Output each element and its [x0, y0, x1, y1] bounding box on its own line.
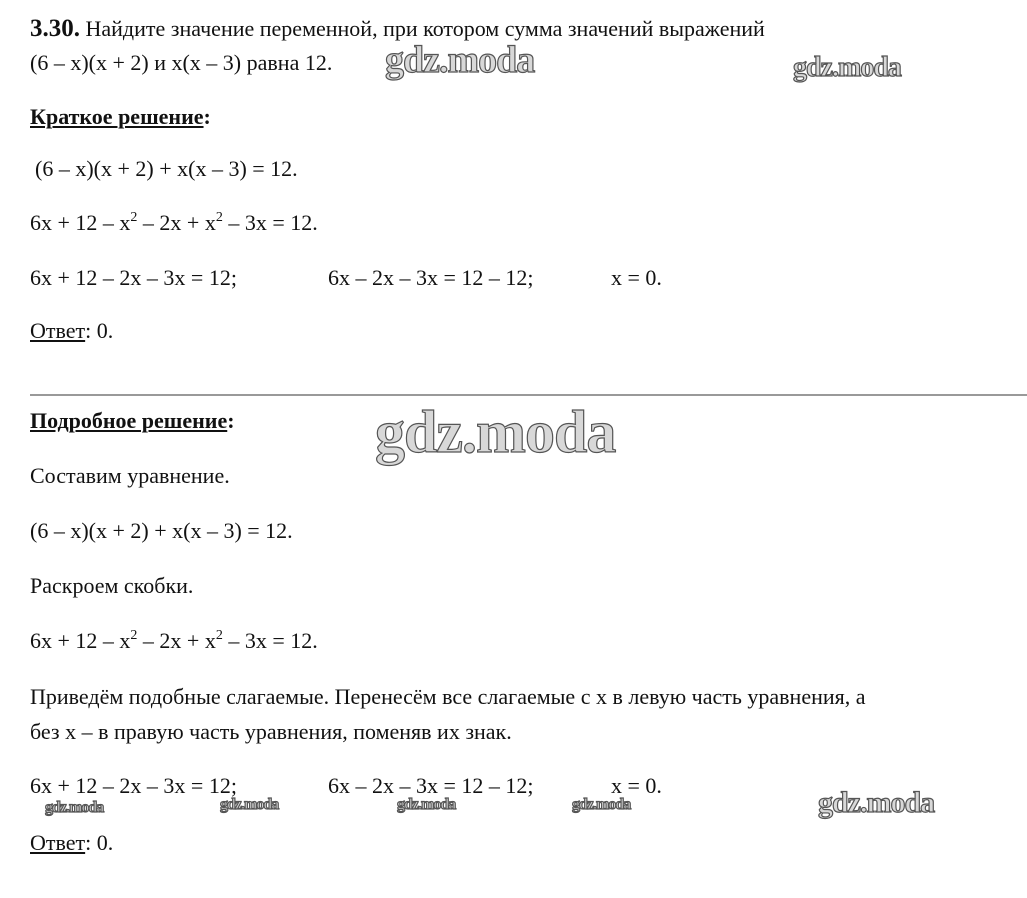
equation: (6 – x)(x + 2) + x(x – 3) = 12. [30, 518, 293, 543]
heading-colon: : [203, 104, 211, 129]
answer-value: : 0. [85, 318, 114, 343]
step-text: без x – в правую часть уравнения, поменяв их знак. [30, 719, 512, 744]
step-text: Составим уравнение. [30, 463, 230, 488]
eq-part: – 3x = 12. [222, 628, 318, 653]
step-text: Раскроем скобки. [30, 573, 194, 598]
section-divider [30, 394, 1027, 396]
watermark: gdz.moda [220, 796, 279, 813]
exponent: 2 [215, 628, 223, 643]
eq-part: – 2x + x [137, 210, 216, 235]
task-expressions: (6 – x)(x + 2) и x(x – 3) равна 12. [30, 50, 333, 75]
eq-part: 6x + 12 – x [30, 210, 131, 235]
watermark: gdz.moda [793, 52, 901, 83]
detailed-answer [30, 830, 113, 856]
watermark: gdz.moda [385, 39, 535, 81]
eq-part: – 3x = 12. [222, 210, 318, 235]
watermark: gdz.moda [45, 799, 104, 816]
equation-step: 6x – 2x – 3x = 12 – 12; [328, 265, 534, 290]
watermark: gdz.moda [818, 786, 935, 819]
exponent: 2 [130, 628, 138, 643]
watermark: gdz.moda [397, 796, 456, 813]
equation-result: x = 0. [611, 773, 662, 798]
step-text: Приведём подобные слагаемые. Перенесём все слагаемые с x в левую часть уравнения, а [30, 684, 866, 709]
short-solution-heading [30, 104, 211, 130]
eq-part: 6x + 12 – x [30, 628, 131, 653]
equation-step: 6x + 12 – 2x – 3x = 12; [30, 265, 237, 290]
answer-label: Ответ [30, 318, 86, 343]
exponent: 2 [215, 210, 223, 225]
heading-text: Краткое решение [30, 104, 204, 129]
watermark: gdz.moda [375, 399, 616, 465]
watermark: gdz.moda [572, 796, 631, 813]
equation-expanded [30, 210, 318, 236]
answer-value: : 0. [85, 830, 114, 855]
equation-result: x = 0. [611, 265, 662, 290]
heading-colon: : [227, 408, 235, 433]
equation: (6 – x)(x + 2) + x(x – 3) = 12. [35, 156, 298, 181]
task-number: 3.30. [30, 15, 80, 42]
answer-label: Ответ [30, 830, 86, 855]
eq-part: – 2x + x [137, 628, 216, 653]
detailed-solution-heading [30, 408, 235, 434]
exponent: 2 [130, 210, 138, 225]
equation-step: 6x + 12 – 2x – 3x = 12; [30, 773, 237, 798]
equation-step: 6x – 2x – 3x = 12 – 12; [328, 773, 534, 798]
task-text: Найдите значение переменной, при котором сумма значений выражений [85, 16, 765, 41]
equation-expanded [30, 628, 318, 654]
short-answer [30, 318, 113, 344]
heading-text: Подробное решение [30, 408, 228, 433]
